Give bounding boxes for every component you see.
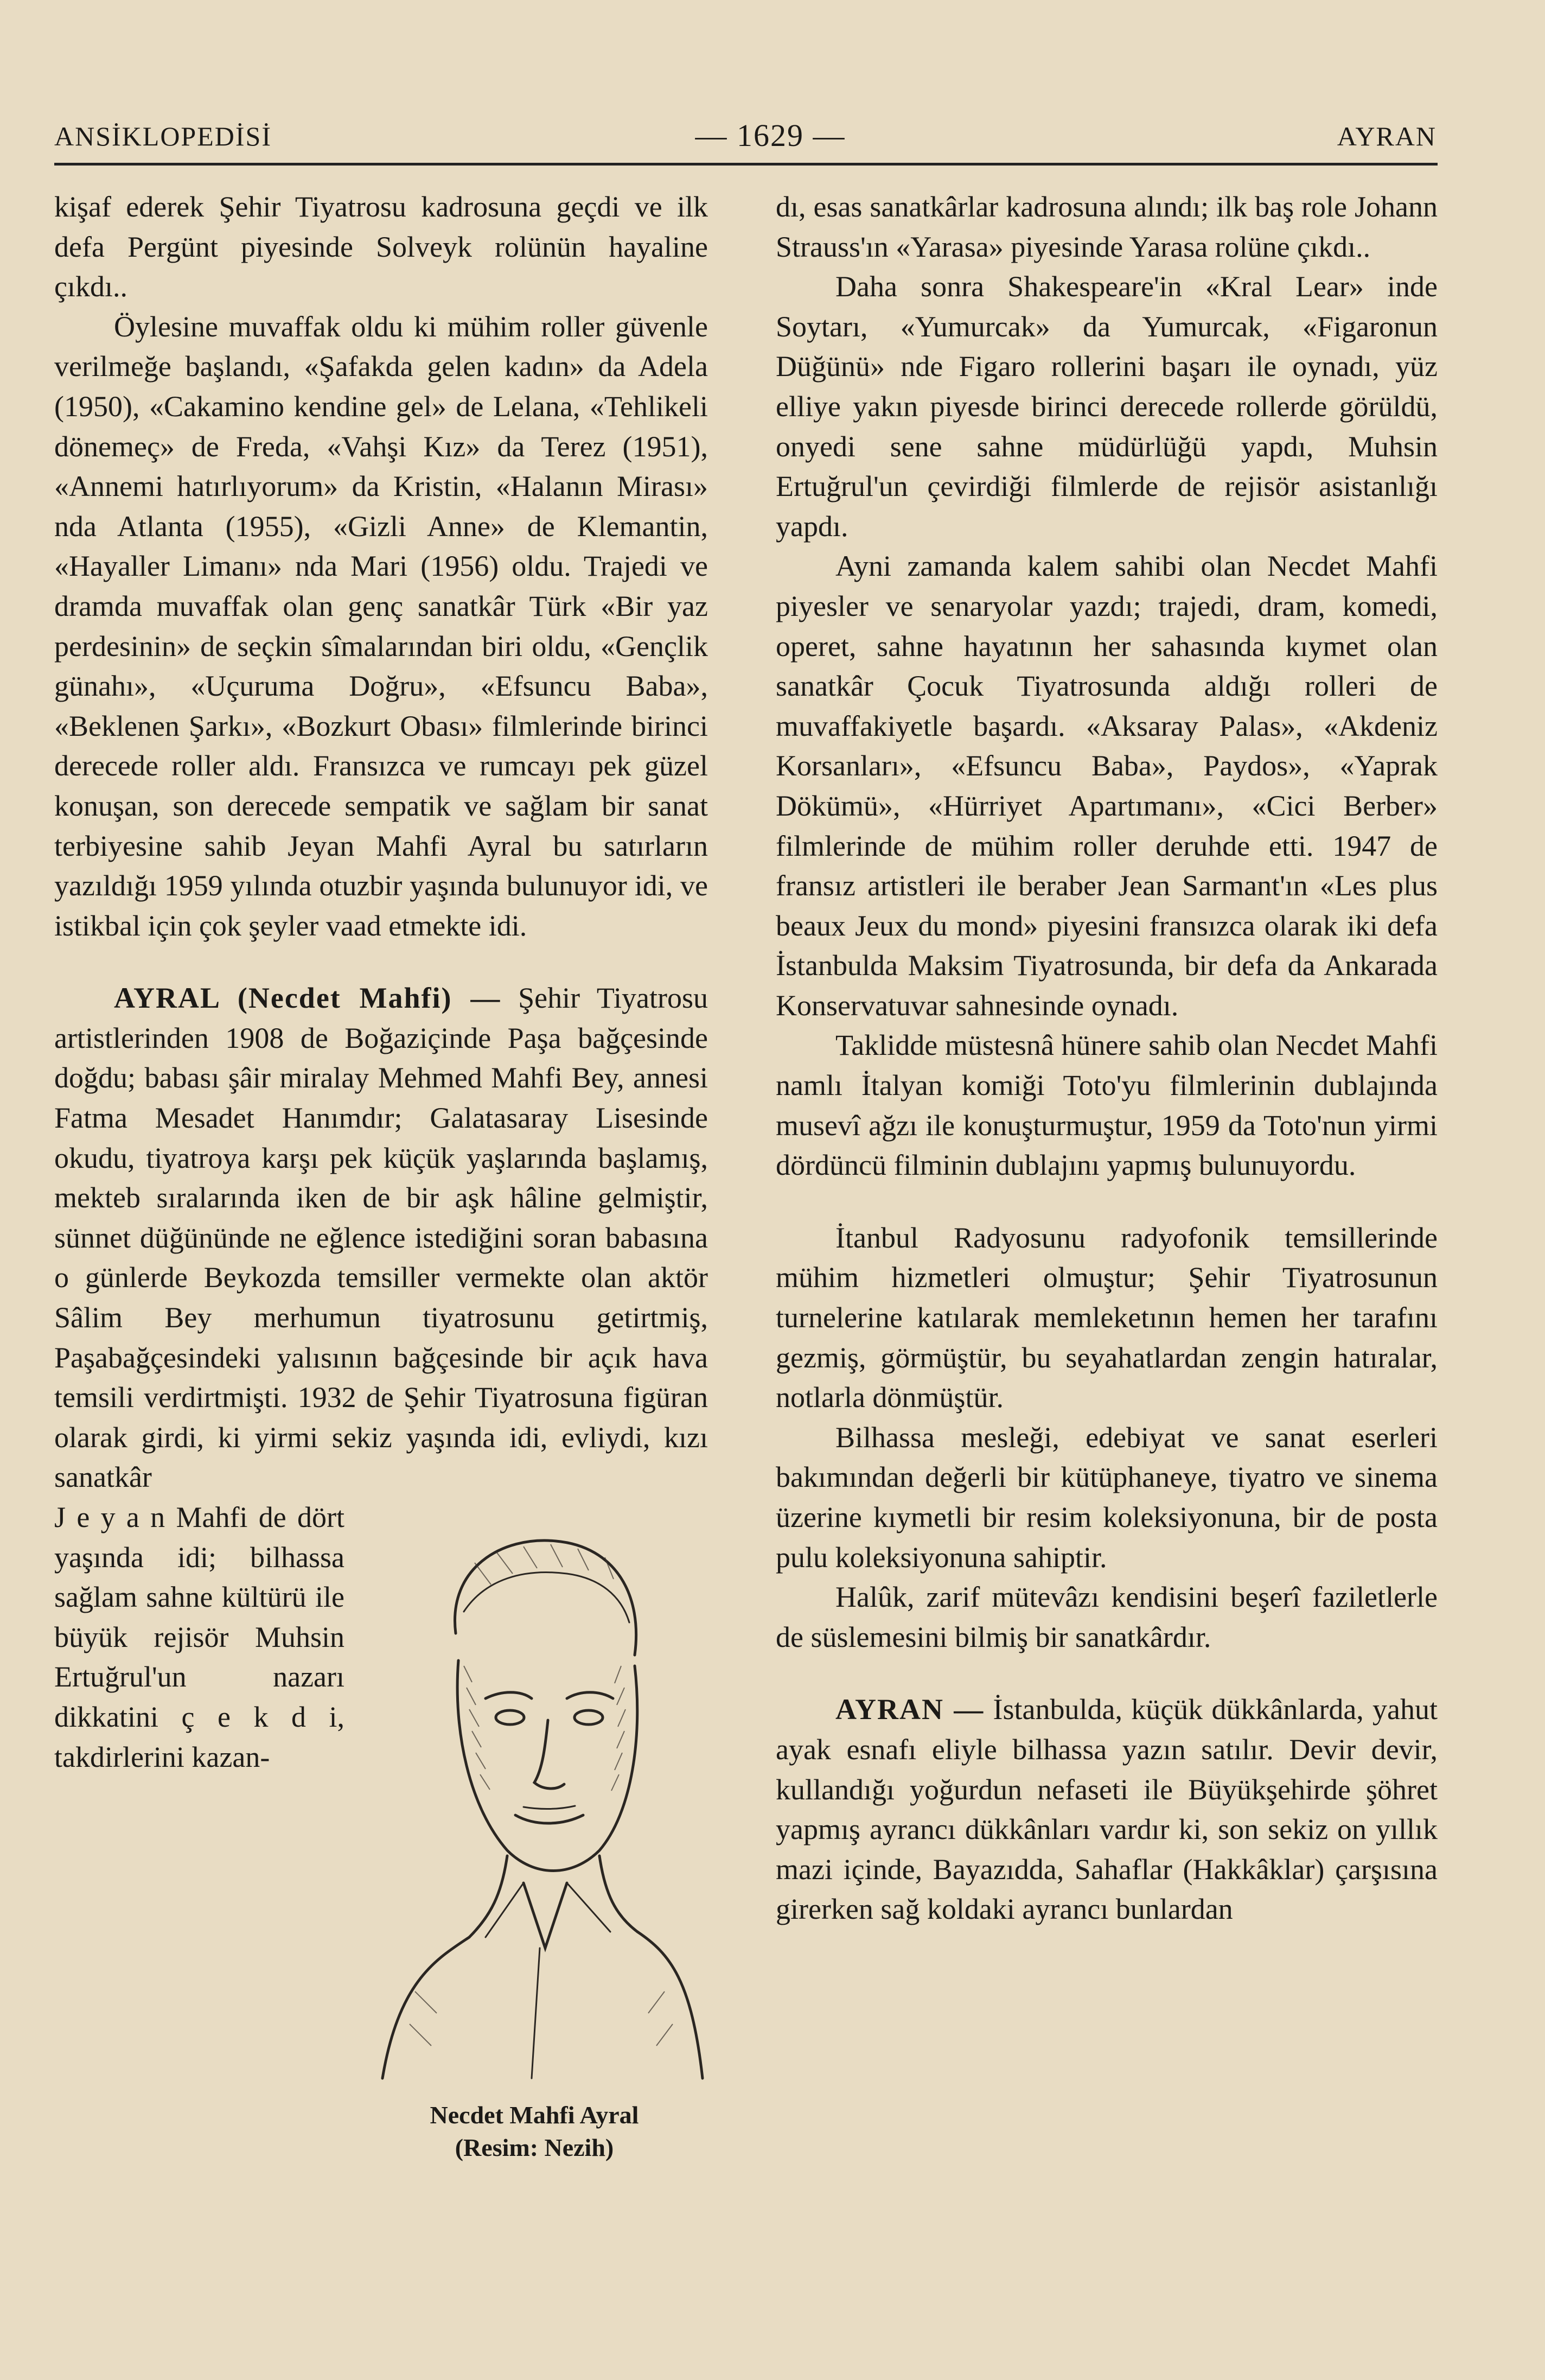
entry-heading: AYRAL (Necdet Mahfi) — bbox=[114, 982, 501, 1015]
paragraph: İtanbul Radyosunu radyofonik temsillerinde mühim hizmetleri olmuştur; Şehir Tiyatrosunun turnelerine katılarak memleketının hemen her tarafını gezmiş, görmüştür, bu seyahatlardan zengin hatıralar, notlarla dönmüştür. bbox=[776, 1221, 1438, 1414]
entry-text-end: Mahfi de dört yaşında idi; bilhassa sağlam sahne kültürü ile büyük rejisör Muhsin Ertuğrul'un nazarı dikkatini ç e k d i, takdirlerini kazan- bbox=[54, 1501, 345, 1773]
right-column bbox=[776, 187, 1438, 1930]
paragraph: Ayni zamanda kalem sahibi olan Necdet Mahfi piyesler ve senaryolar yazdı; trajedi, dram, komedi, operet, sahne hayatının her sahasında kıymet olan sanatkâr Çocuk Tiyatrosunda aldığı rolleri de muvaffakiyetle başardı. «Aksaray Palas», «Akdeniz Korsanları», «Efsuncu Baba», Paydos», «Yaprak Dökümü», «Hürriyet Apartımanı», «Cici Berber» filmlerinde de mühim roller deruhde etti. 1947 de fransız artistleri ile beraber Jean Sarmant'ın «Les plus beaux Jeux du mond» piyesini fransızca olarak iki defa İstanbulda Maksim Tiyatrosunda, bir defa da Ankarada Konservatuvar sahnesinde oynadı. bbox=[776, 550, 1438, 1022]
portrait-drawing bbox=[361, 1503, 708, 2089]
paragraph: Halûk, zarif mütevâzı kendisini beşerî faziletlerle de süslemesini bilmiş bir sanatkârdır. bbox=[776, 1581, 1438, 1653]
header-rule bbox=[54, 163, 1438, 166]
paragraph: dı, esas sanatkârlar kadrosuna alındı; ilk baş role Johann Strauss'ın «Yarasa» piyesinde Yarasa rolüne çıkdı.. bbox=[776, 190, 1438, 263]
entry-ayran bbox=[776, 1690, 1438, 1930]
paragraph: Öylesine muvaffak oldu ki mühim roller güvenle verilmeğe başlandı, «Şafakda gelen kadın» da Adela (1950), «Cakamino kendine gel» de Lelana, «Tehlikeli dönemeç» de Freda, «Vahşi Kız» da Terez (1951), «Annemi hatırlıyorum» da Kristin, «Halanın Mirası» nda Atlanta (1955), «Gizli Anne» de Klemantin, «Hayaller Limanı» nda Mari (1956) oldu. Trajedi ve dramda muvaffak olan genç sanatkâr Türk «Bir yaz perdesinin» de seçkin sîmalarından biri oldu, «Gençlik günahı», «Uçuruma Doğru», «Efsuncu Baba», «Beklenen Şarkı», «Bozkurt Obası» filmlerinde birinci derecede roller aldı. Fransızca ve rumcayı pek güzel konuşan, son derecede sempatik ve sağlam bir sanat terbiyesine sahib Jeyan Mahfi Ayral bu satırların yazıldığı 1959 yılında otuzbir yaşında bulunuyor idi, ve istikbal için çok şeyler vaad etmekte idi. bbox=[54, 310, 708, 942]
paragraph: Daha sonra Shakespeare'in «Kral Lear» inde Soytarı, «Yumurcak» da Yumurcak, «Figaronun Düğünü» nde Figaro rollerini başarı ile oynadı, yüz elliye yakın piyesde birinci derecede rollerde görüldü, onyedi sene sahne müdürlüğü yapdı, Muhsin Ertuğrul'un çevirdiği filmlerde de rejisör asistanlığı yapdı. bbox=[776, 270, 1438, 543]
caption-name: Necdet Mahfi Ayral bbox=[430, 2101, 639, 2129]
paragraph: Taklidde müstesnâ hünere sahib olan Necdet Mahfi namlı İtalyan komiği Toto'yu filmlerinin dublajında musevî ağzı ile konuşturmuştur, 1959 da Toto'nun yirmi dördüncü filminin dublajını yapmış bulunuyordu. bbox=[776, 1029, 1438, 1182]
paragraph: kişaf ederek Şehir Tiyatrosu kadrosuna geçdi ve ilk defa Pergünt piyesinde Solveyk rolünün hayaline çıkdı.. bbox=[54, 190, 708, 303]
name-spaced: J e y a n bbox=[54, 1501, 165, 1533]
entry-ayral bbox=[54, 978, 708, 1498]
caption-credit: (Resim: Nezih) bbox=[455, 2134, 614, 2161]
portrait-figure bbox=[361, 1503, 708, 2165]
entry-heading: AYRAN — bbox=[835, 1693, 985, 1726]
page-number: — 1629 — bbox=[695, 118, 846, 153]
header-right: AYRAN bbox=[1337, 121, 1437, 151]
left-column bbox=[54, 187, 708, 2165]
paragraph: Bilhassa mesleği, edebiyat ve sanat eserleri bakımından değerli bir kütüphaneye, tiyatro ve sinema üzerine kıymetli bir resim koleksiyonuna, bir de posta pulu koleksiyonuna sahiptir. bbox=[776, 1421, 1438, 1574]
header-left: ANSİKLOPEDİSİ bbox=[54, 121, 272, 151]
entry-text: İstanbulda, küçük dükkânlarda, yahut ayak esnafı eliyle bilhassa yazın satılır. Devir devir, kullandığı yoğurdun nefaseti ile Büyükşehirde şöhret yapmış ayrancı dükkânları vardır ki, son sekiz on yıllık mazi içinde, Bayazıdda, Sahaflar (Hakkâklar) çarşısına girerken sağ koldaki ayrancı bunlardan bbox=[776, 1693, 1438, 1926]
entry-text: Şehir Tiyatrosu artistlerinden 1908 de Boğaziçinde Paşa bağçesinde doğdu; babası şâir miralay Mehmed Mahfi Bey, annesi Fatma Mesadet Hanımdır; Galatasaray Lisesinde okudu, tiyatroya karşı pek küçük yaşlarında başlamış, mekteb sıralarında iken de bir aşk hâline gelmiştir, sünnet düğününde ne eğlence istediğini soran babasına o günlerde Beykozda temsiller vermekte olan aktör Sâlim Bey merhumun tiyatrosunu getirtmiş, Paşabağçesindeki yalısının bağçesinde bir açık hava temsili verdirtmişti. 1932 de Şehir Tiyatrosuna figüran olarak girdi, ki yirmi sekiz yaşında idi, evliydi, kızı sanatkâr bbox=[54, 982, 708, 1494]
figure-caption bbox=[361, 2099, 708, 2164]
